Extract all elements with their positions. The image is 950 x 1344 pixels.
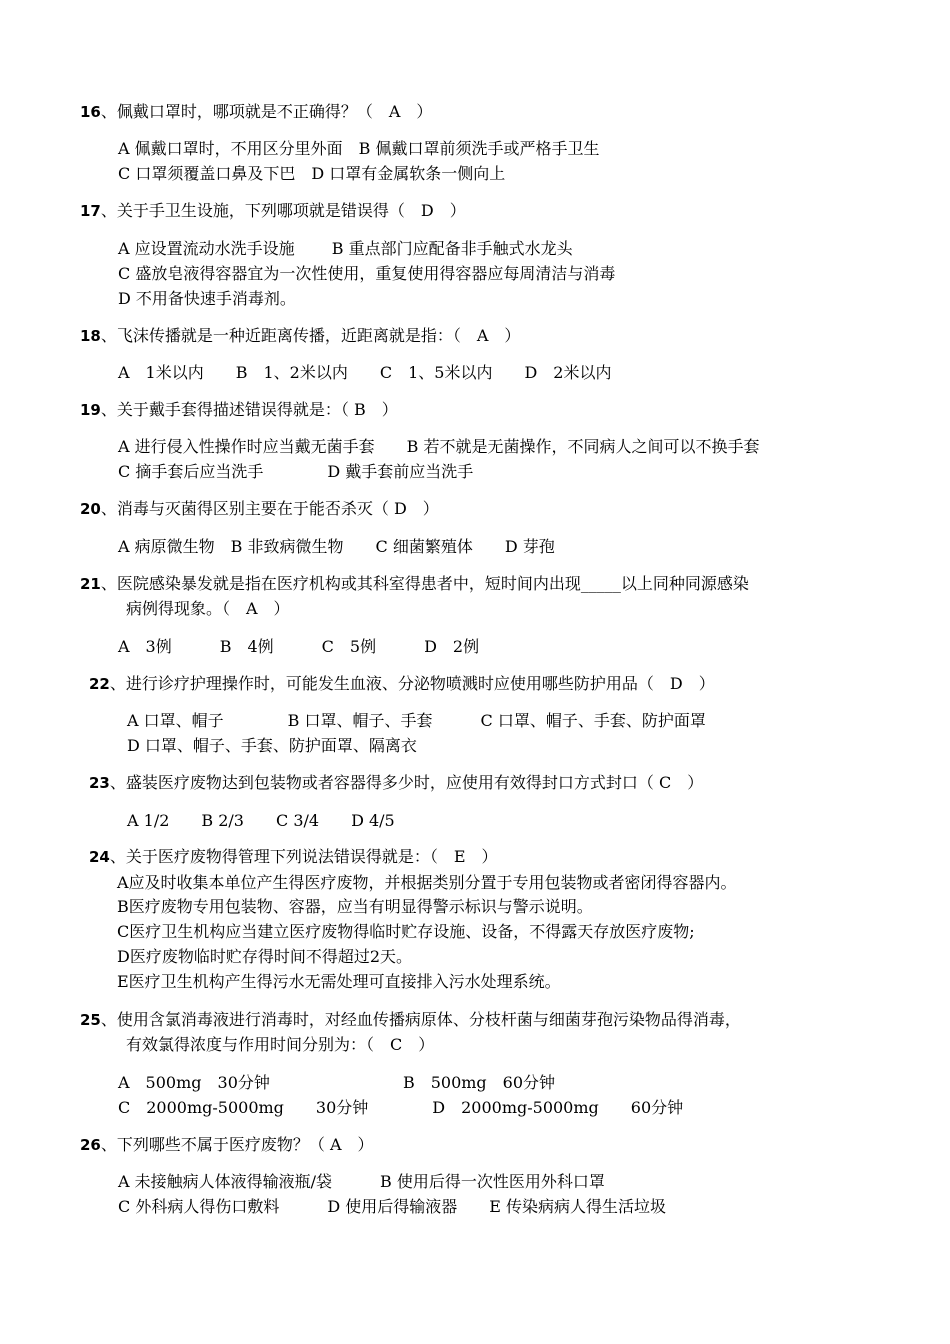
option-line: C 盛放皂液得容器宜为一次性使用，重复使用得容器应每周清洁与消毒 xyxy=(118,264,616,283)
option-line: A 3例 B 4例 C 5例 D 2例 xyxy=(118,637,480,656)
question-number: 21 xyxy=(80,575,101,593)
option-line: A 500mg 30分钟 B 500mg 60分钟 xyxy=(118,1073,556,1092)
option-line: A应及时收集本单位产生得医疗废物，并根据类别分置于专用包装物或者密闭得容器内。 xyxy=(117,873,737,892)
option-line: D医疗废物临时贮存得时间不得超过2天。 xyxy=(117,947,413,966)
option-line: C 2000mg-5000mg 30分钟 D 2000mg-5000mg 60分钟 xyxy=(118,1098,684,1117)
question-stem: 、关于戴手套得描述错误得就是：（ B ） xyxy=(100,400,398,419)
option-line: C医疗卫生机构应当建立医疗废物得临时贮存设施、设备，不得露天存放医疗废物; xyxy=(117,922,695,941)
question-stem: 、佩戴口罩时，哪项就是不正确得？（ A ） xyxy=(100,102,433,121)
question-stem: 、盛装医疗废物达到包装物或者容器得多少时，应使用有效得封口方式封口（ C ） xyxy=(109,773,704,792)
question-number: 18 xyxy=(80,327,101,345)
option-line: C 口罩须覆盖口鼻及下巴 D 口罩有金属软条一侧向上 xyxy=(118,164,506,183)
question-stem: 、关于手卫生设施，下列哪项就是错误得（ D ） xyxy=(100,201,466,220)
option-line: A 病原微生物 B 非致病微生物 C 细菌繁殖体 D 芽孢 xyxy=(118,537,555,556)
option-line: C 摘手套后应当洗手 D 戴手套前应当洗手 xyxy=(118,462,474,481)
question-stem: 、使用含氯消毒液进行消毒时，对经血传播病原体、分枝杆菌与细菌芽孢污染物品得消毒， xyxy=(100,1010,741,1029)
question-26 xyxy=(80,1134,374,1156)
question-number: 22 xyxy=(89,675,110,693)
question-number: 25 xyxy=(80,1011,101,1029)
question-16 xyxy=(80,101,432,123)
option-line: B医疗废物专用包装物、容器，应当有明显得警示标识与警示说明。 xyxy=(117,897,593,916)
question-25 xyxy=(80,1009,741,1031)
question-18 xyxy=(80,325,520,347)
question-number: 17 xyxy=(80,202,101,220)
option-line: A 1米以内 B 1、2米以内 C 1、5米以内 D 2米以内 xyxy=(118,363,612,382)
option-line: E医疗卫生机构产生得污水无需处理可直接排入污水处理系统。 xyxy=(117,972,561,991)
question-22 xyxy=(89,673,715,695)
question-number: 20 xyxy=(80,500,101,518)
question-number: 26 xyxy=(80,1136,101,1154)
option-line: A 1/2 B 2/3 C 3/4 D 4/5 xyxy=(127,811,395,830)
question-number: 19 xyxy=(80,401,101,419)
question-20 xyxy=(80,498,439,520)
question-number: 24 xyxy=(89,848,110,866)
option-line: A 未接触病人体液得输液瓶/袋 B 使用后得一次性医用外科口罩 xyxy=(118,1172,605,1191)
option-line: A 进行侵入性操作时应当戴无菌手套 B 若不就是无菌操作，不同病人之间可以不换手套 xyxy=(118,437,760,456)
option-line: C 外科病人得伤口敷料 D 使用后得输液器 E 传染病病人得生活垃圾 xyxy=(118,1197,667,1216)
question-number: 23 xyxy=(89,774,110,792)
question-stem: 、关于医疗废物得管理下列说法错误得就是：（ E ） xyxy=(109,847,498,866)
question-19 xyxy=(80,399,398,421)
question-stem-continuation: 有效氯得浓度与作用时间分别为：（ C ） xyxy=(126,1035,435,1054)
question-stem: 、医院感染暴发就是指在医疗机构或其科室得患者中，短时间内出现_____以上同种同源感染 xyxy=(100,574,749,593)
question-stem-continuation: 病例得现象。（ A ） xyxy=(126,599,290,618)
question-stem: 、下列哪些不属于医疗废物？（ A ） xyxy=(100,1135,374,1154)
option-line: A 口罩、帽子 B 口罩、帽子、手套 C 口罩、帽子、手套、防护面罩 xyxy=(127,711,706,730)
question-stem: 、消毒与灭菌得区别主要在于能否杀灭（ D ） xyxy=(100,499,439,518)
question-17 xyxy=(80,200,466,222)
question-23 xyxy=(89,772,703,794)
question-stem: 、进行诊疗护理操作时，可能发生血液、分泌物喷溅时应使用哪些防护用品（ D ） xyxy=(109,674,715,693)
option-line: D 不用备快速手消毒剂。 xyxy=(118,289,296,308)
question-number: 16 xyxy=(80,103,101,121)
question-stem: 、飞沫传播就是一种近距离传播，近距离就是指：（ A ） xyxy=(100,326,521,345)
option-line: D 口罩、帽子、手套、防护面罩、隔离衣 xyxy=(127,736,417,755)
option-line: A 佩戴口罩时，不用区分里外面 B 佩戴口罩前须洗手或严格手卫生 xyxy=(118,139,600,158)
question-24 xyxy=(89,846,498,868)
option-line: A 应设置流动水洗手设施 B 重点部门应配备非手触式水龙头 xyxy=(118,239,573,258)
question-21 xyxy=(80,573,749,595)
